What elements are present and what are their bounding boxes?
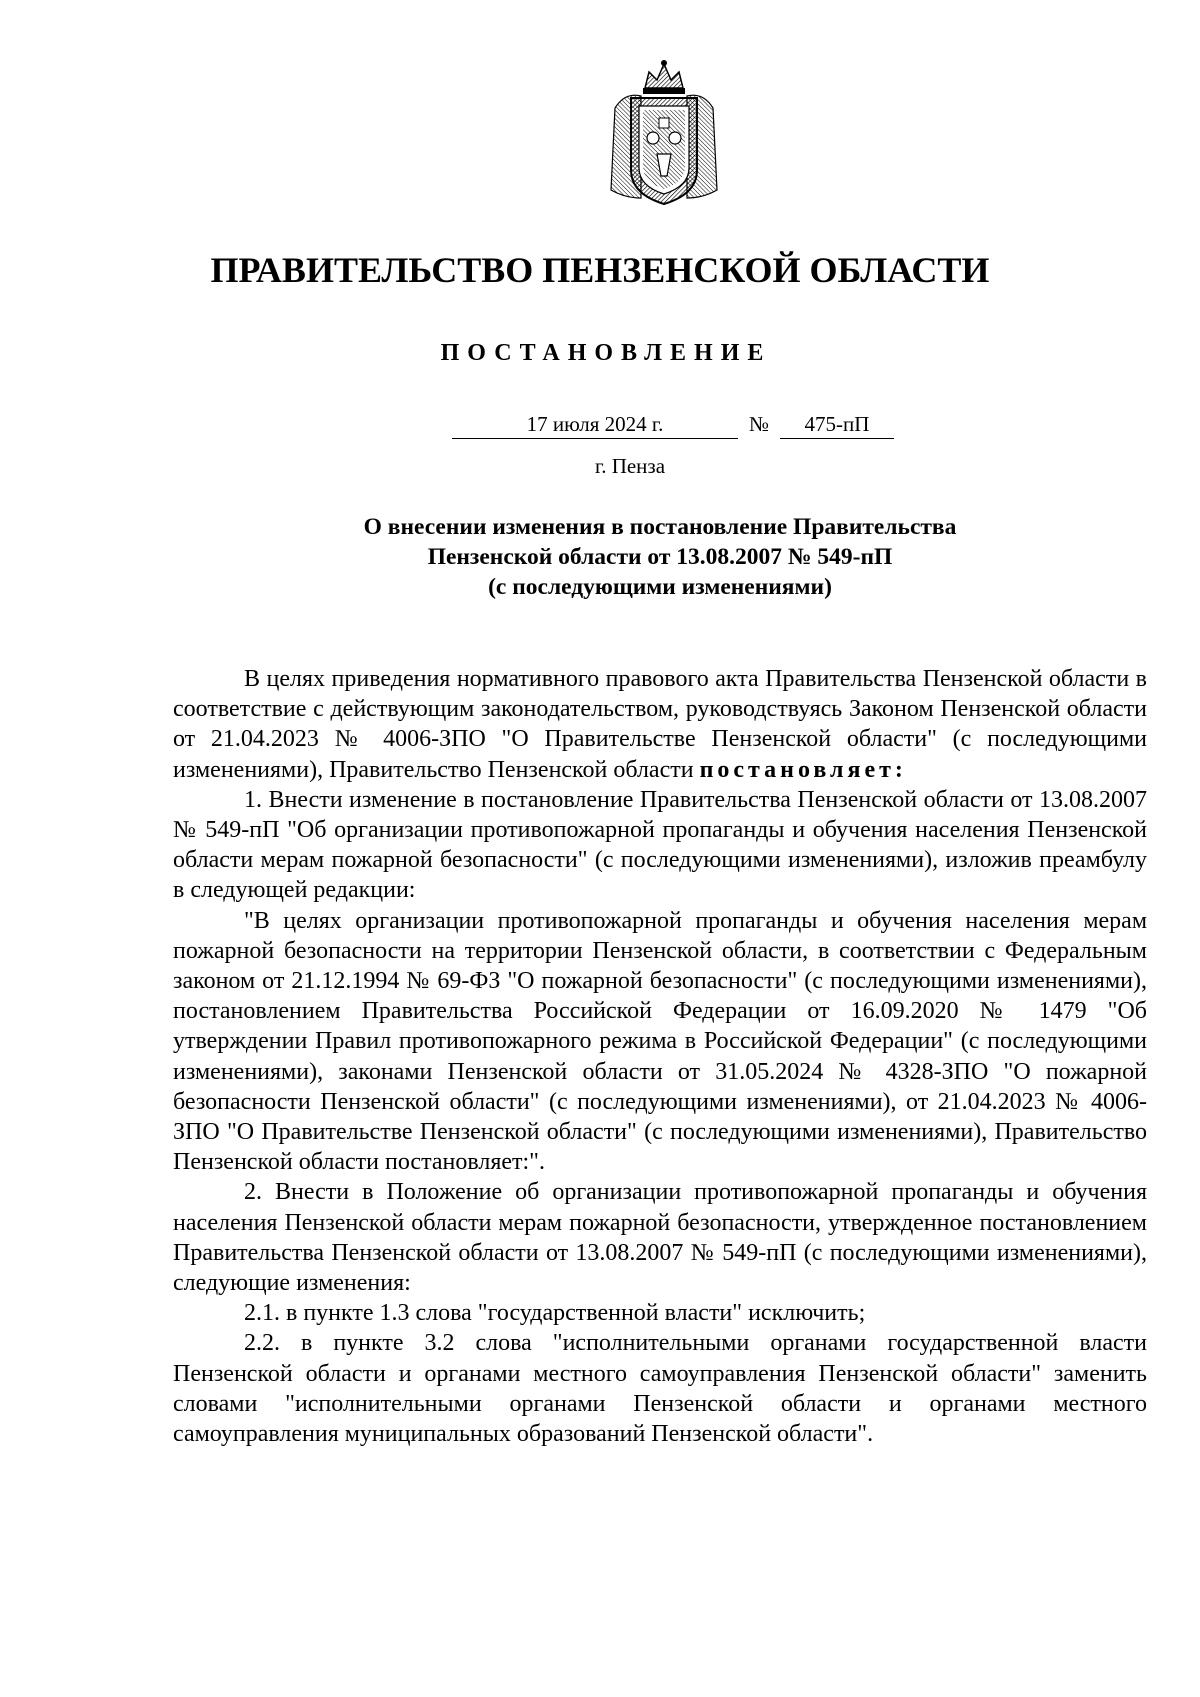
organization-title: ПРАВИТЕЛЬСТВО ПЕНЗЕНСКОЙ ОБЛАСТИ <box>210 250 990 290</box>
document-number: 475-пП <box>780 410 894 439</box>
document-date: 17 июля 2024 г. <box>452 410 738 439</box>
subject-line-3: (с последующими изменениями) <box>488 574 832 600</box>
document-subject <box>200 512 1120 602</box>
document-body <box>173 664 1147 1449</box>
coat-of-arms-emblem <box>605 58 723 208</box>
item-2-paragraph: 2. Внести в Положение об организации противопожарной пропаганды и обучения населения Пензенской области мерам пожарной безопасности, утвержденное постановлением Правительства Пензенской области от 13.08.2007 № 549-пП (с последующими изменениями), следующие изменения: <box>173 1179 1147 1297</box>
preamble-text: В целях приведения нормативного правового акта Правительства Пензенской области в соответствие с действующим законодательством, руководствуясь Законом Пензенской области от 21.04.2023 № 4006-ЗПО "О Правительстве Пензенской области" (с последующими изменениями), Правительство Пензенской области <box>173 666 1147 783</box>
decree-word: постановляет: <box>699 756 907 783</box>
item-2-2-paragraph: 2.2. в пункте 3.2 слова "исполнительными органами государственной власти Пензенской области и органами местного самоуправления Пензенской области" заменить словами "исполнительными органами Пензенской области и органами местного самоуправления муниципальных образований Пензенской области". <box>173 1330 1147 1448</box>
document-type: ПОСТАНОВЛЕНИЕ <box>440 340 772 366</box>
item-1-paragraph: 1. Внести изменение в постановление Правительства Пензенской области от 13.08.2007 № 549-пП "Об организации противопожарной пропаганды и обучения населения Пензенской области мерам пожарной безопасности" (с последующими изменениями), изложив преамбулу в следующей редакции: <box>173 786 1147 904</box>
item-1-quote-paragraph: "В целях организации противопожарной пропаганды и обучения населения мерам пожарной безопасности на территории Пензенской области, в соответствии с Федеральным законом от 21.12.1994 № 69-ФЗ "О пожарной безопасности" (с последующими изменениями), постановлением Правительства Российской Федерации от 16.09.2020 № 1479 "Об утверждении Правил противопожарного режима в Российской Федерации" (с последующими изменениями), законами Пензенской области от 31.05.2024 № 4328-ЗПО "О пожарной безопасности Пензенской области" (с последующими изменениями), от 21.04.2023 № 4006-ЗПО "О Правительстве Пензенской области" (с последующими изменениями), Правительство Пензенской области постановляет:". <box>173 907 1147 1176</box>
item-2-1-paragraph: 2.1. в пункте 1.3 слова "государственной власти" исключить; <box>244 1300 866 1327</box>
subject-line-2: Пензенской области от 13.08.2007 № 549-пП <box>427 544 893 570</box>
subject-line-1: О внесении изменения в постановление Правительства <box>363 514 957 540</box>
preamble-paragraph <box>173 664 1147 785</box>
number-sign: № <box>748 412 770 436</box>
city-name: г. Пенза <box>594 454 666 478</box>
